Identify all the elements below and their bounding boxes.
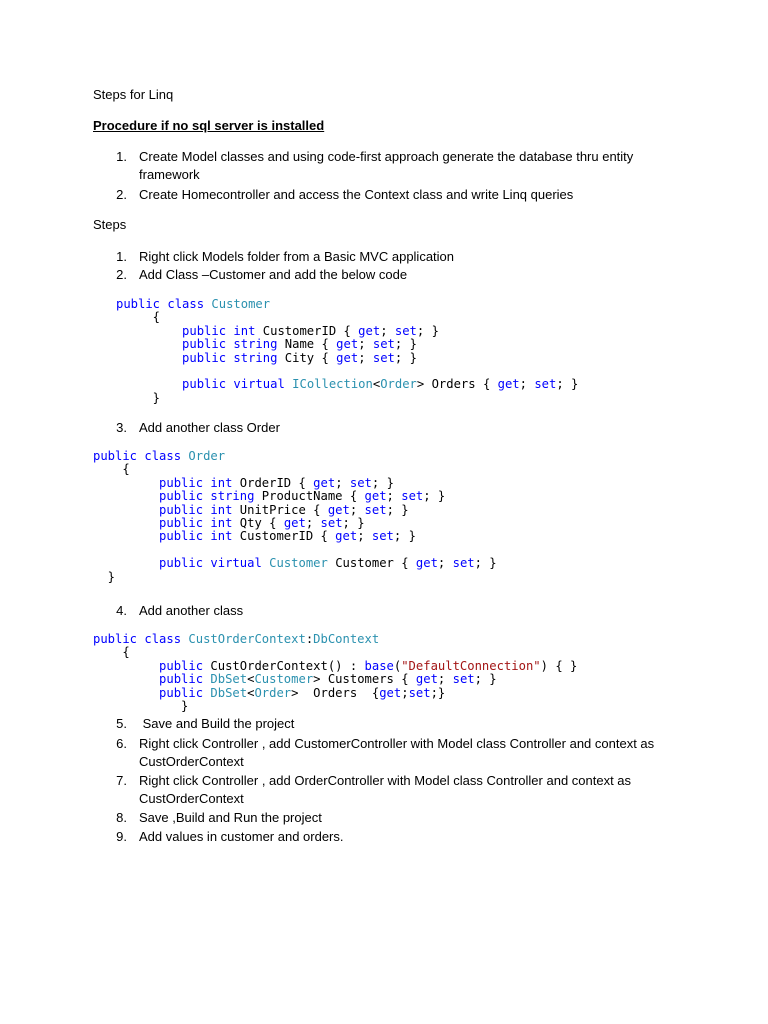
code-keyword: class xyxy=(144,632,182,646)
code-keyword: set xyxy=(372,337,395,352)
list-item-continuation: CustOrderContext xyxy=(139,754,244,769)
code-keyword: int xyxy=(210,502,233,517)
code-identifier: Orders xyxy=(313,685,358,700)
list-number: 8. xyxy=(116,810,127,825)
code-identifier: CustomerID xyxy=(262,323,337,338)
code-keyword: class xyxy=(144,449,182,463)
list-number: 1. xyxy=(116,149,127,164)
code-keyword: get xyxy=(415,556,438,571)
code-identifier: Name xyxy=(284,337,315,352)
code-keyword: string xyxy=(210,489,255,504)
code-type: Order xyxy=(380,377,417,392)
code-type: Customer xyxy=(269,556,328,571)
steps-heading: Steps xyxy=(93,217,127,232)
code-keyword: public xyxy=(159,516,204,531)
code-keyword: set xyxy=(452,556,475,571)
code-identifier: UnitPrice xyxy=(239,502,306,517)
list-item: Right click Models folder from a Basic MVC application xyxy=(139,249,455,264)
code-type: CustOrderContext xyxy=(188,632,306,646)
list-item: Create Model classes and using code-first approach generate the database thru entity xyxy=(139,149,634,164)
list-number: 5. xyxy=(116,716,127,731)
code-keyword: set xyxy=(320,516,343,531)
code-keyword: get xyxy=(358,323,381,338)
code-keyword: public xyxy=(159,658,204,673)
code-keyword: get xyxy=(313,475,336,490)
list-number: 3. xyxy=(116,420,127,435)
code-keyword: get xyxy=(415,672,438,687)
list-number: 9. xyxy=(116,829,127,844)
code-keyword: set xyxy=(371,529,394,544)
code-keyword: get xyxy=(336,337,359,352)
code-block-customer: public class Customer { public int CustomerID { get; set; } public string Name { get; set; } public string City { get; set; } public virtual ICollection<Order> Orders { get; set; } } xyxy=(116,297,579,405)
code-block-order: public class Order { public int OrderID { get; set; } public string ProductName { get; set; } public int UnitPrice { get; set; } public int Qty { get; set; } public int CustomerID { get; set; } public virtual Customer Customer { get; set; } } xyxy=(93,449,497,584)
code-keyword: set xyxy=(408,685,431,700)
list-number: 2. xyxy=(116,187,127,202)
list-number: 2. xyxy=(116,267,127,282)
code-keyword: public xyxy=(182,350,227,365)
code-type: Customer xyxy=(211,297,271,311)
code-keyword: get xyxy=(335,529,358,544)
code-identifier: Qty xyxy=(239,516,262,531)
code-identifier: City xyxy=(284,350,315,365)
code-keyword: public xyxy=(93,449,138,463)
code-keyword: public xyxy=(182,337,227,352)
list-item: Save ,Build and Run the project xyxy=(139,810,322,825)
code-keyword: public xyxy=(182,377,227,392)
code-keyword: public xyxy=(159,529,204,544)
code-keyword: set xyxy=(364,502,387,517)
list-item: Add values in customer and orders. xyxy=(139,829,344,844)
code-string: "DefaultConnection" xyxy=(401,658,541,673)
code-keyword: public xyxy=(159,672,204,687)
list-number: 7. xyxy=(116,773,127,788)
code-identifier: Customer xyxy=(335,556,394,571)
code-keyword: int xyxy=(210,516,233,531)
code-keyword: get xyxy=(364,489,387,504)
list-item: Add another class xyxy=(139,603,244,618)
list-item: Create Homecontroller and access the Context class and write Linq queries xyxy=(139,187,574,202)
code-identifier: OrderID xyxy=(239,475,292,490)
code-keyword: virtual xyxy=(210,556,262,571)
code-keyword: set xyxy=(534,377,557,392)
list-item: Right click Controller , add OrderController with Model class Controller and context as xyxy=(139,773,632,788)
code-keyword: set xyxy=(372,350,395,365)
list-item: Add Class –Customer and add the below code xyxy=(139,267,408,282)
code-keyword: set xyxy=(401,489,424,504)
code-keyword: int xyxy=(233,323,256,338)
code-keyword: get xyxy=(497,377,520,392)
code-keyword: get xyxy=(379,685,402,700)
code-identifier: Customers xyxy=(327,672,394,687)
code-keyword: class xyxy=(167,297,205,311)
code-keyword: virtual xyxy=(233,377,285,392)
code-keyword: public xyxy=(116,297,161,311)
code-identifier: CustOrderContext xyxy=(210,658,328,673)
list-number: 4. xyxy=(116,603,127,618)
code-type: Order xyxy=(188,449,226,463)
list-number: 1. xyxy=(116,249,127,264)
code-keyword: set xyxy=(452,672,475,687)
code-keyword: base xyxy=(364,658,394,673)
code-keyword: int xyxy=(210,475,233,490)
code-keyword: string xyxy=(233,350,278,365)
code-block-context: public class CustOrderContext:DbContext { public CustOrderContext() : base("DefaultConnection") { } public DbSet<Customer> Customers { get; set; } public DbSet<Order> Orders {get;set;} } xyxy=(93,632,578,714)
code-type: DbContext xyxy=(313,632,380,646)
code-identifier: CustomerID xyxy=(239,529,314,544)
code-keyword: set xyxy=(394,323,417,338)
code-keyword: public xyxy=(93,632,138,646)
code-keyword: set xyxy=(349,475,372,490)
code-keyword: public xyxy=(159,475,204,490)
code-keyword: public xyxy=(159,556,204,571)
code-type: ICollection xyxy=(292,377,373,392)
code-identifier: Orders xyxy=(431,377,476,392)
code-keyword: public xyxy=(159,489,204,504)
list-item-continuation: framework xyxy=(139,167,200,182)
document-title: Steps for Linq xyxy=(93,87,174,102)
list-item: Add another class Order xyxy=(139,420,280,435)
code-keyword: public xyxy=(159,502,204,517)
procedure-heading: Procedure if no sql server is installed xyxy=(93,118,325,133)
code-keyword: get xyxy=(327,502,350,517)
code-keyword: public xyxy=(182,323,227,338)
list-item: Save and Build the project xyxy=(139,716,295,731)
code-keyword: public xyxy=(159,685,204,700)
code-keyword: get xyxy=(283,516,306,531)
code-keyword: int xyxy=(210,529,233,544)
list-item-continuation: CustOrderContext xyxy=(139,791,244,806)
list-item: Right click Controller , add CustomerController with Model class Controller and context as xyxy=(139,736,655,751)
code-type: Customer xyxy=(254,672,314,687)
code-type: Order xyxy=(254,685,292,700)
code-keyword: string xyxy=(233,337,278,352)
code-type: DbSet xyxy=(210,672,248,687)
code-keyword: get xyxy=(336,350,359,365)
code-identifier: ProductName xyxy=(261,489,343,504)
list-number: 6. xyxy=(116,736,127,751)
code-type: DbSet xyxy=(210,685,248,700)
